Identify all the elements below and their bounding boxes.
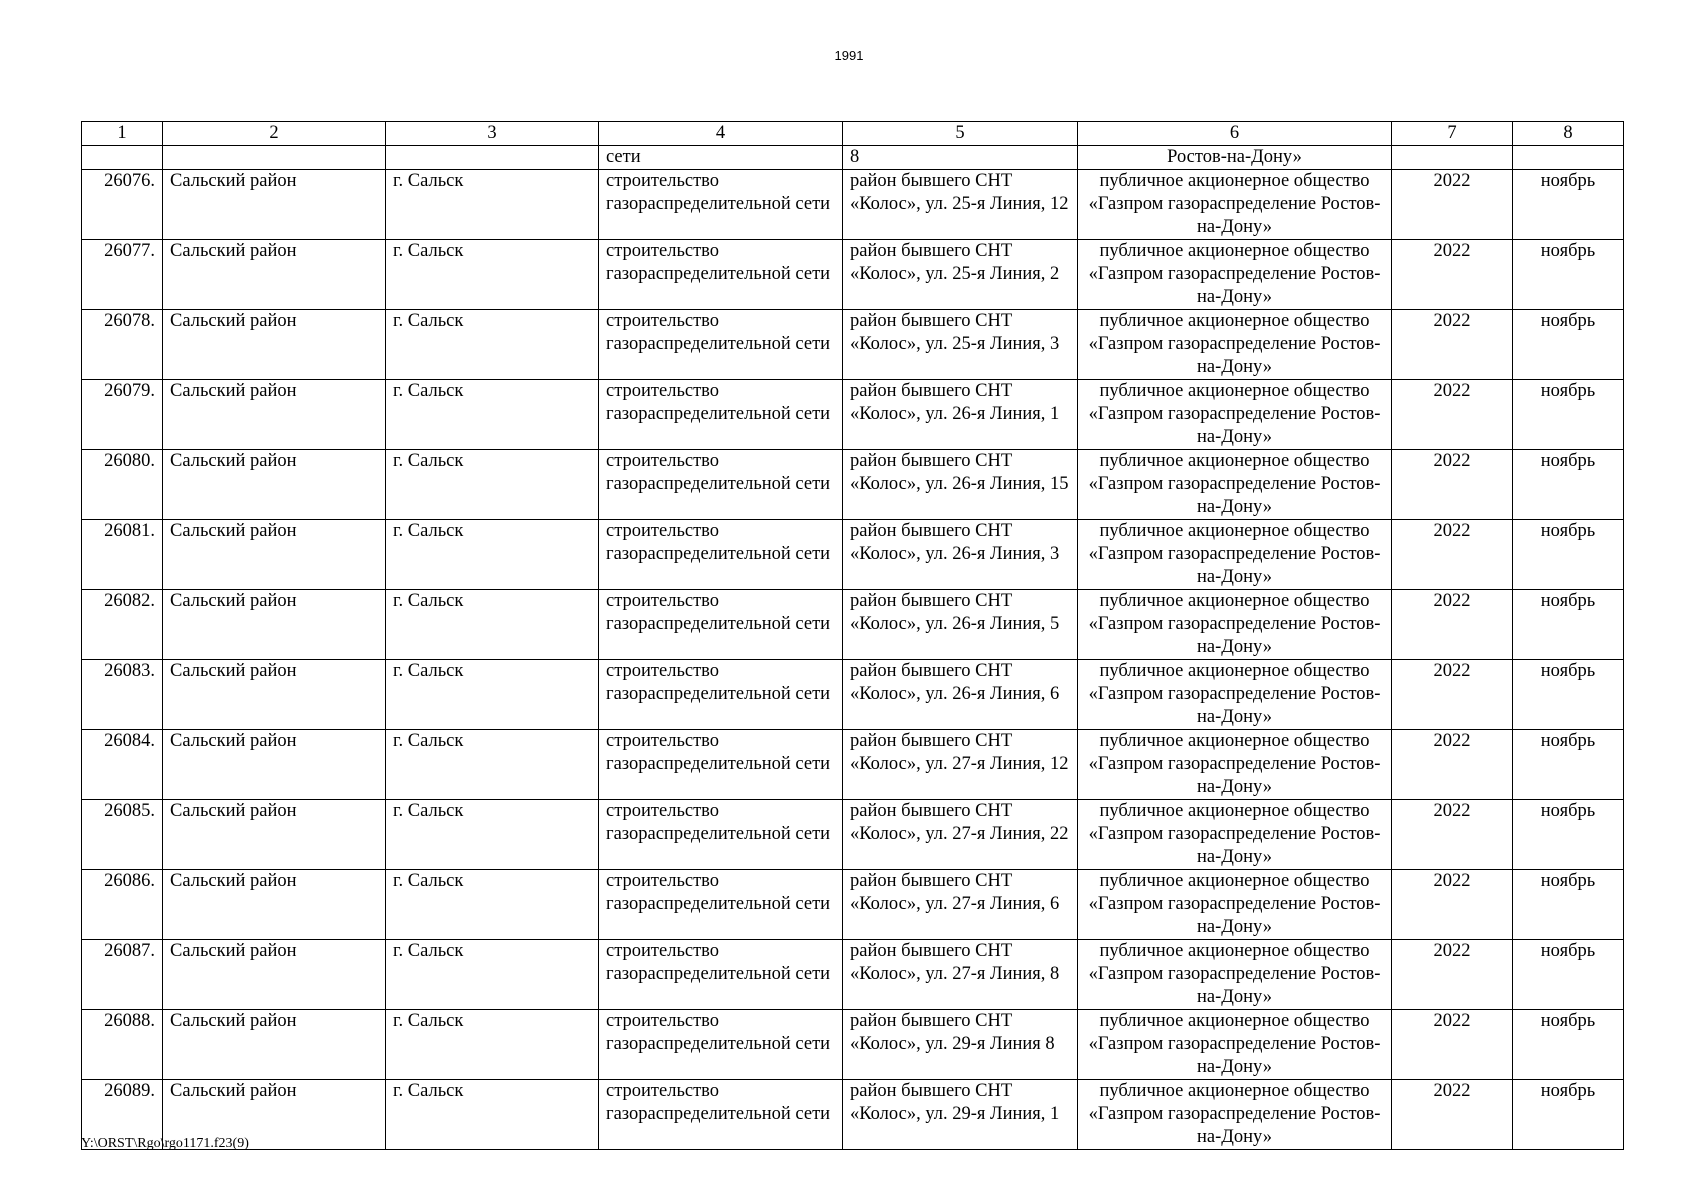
month-cell: ноябрь (1513, 310, 1624, 380)
address-cell: район бывшего СНТ «Колос», ул. 26-я Линия, 5 (843, 590, 1078, 660)
year-cell: 2022 (1392, 870, 1513, 940)
locality-cell: г. Сальск (386, 660, 599, 730)
address-cell: район бывшего СНТ «Колос», ул. 29-я Линия, 1 (843, 1080, 1078, 1150)
month-cell: ноябрь (1513, 520, 1624, 590)
address-cell: район бывшего СНТ «Колос», ул. 29-я Линия 8 (843, 1010, 1078, 1080)
organization-cell: публичное акционерное общество «Газпром газораспределение Ростов-на-Дону» (1078, 590, 1392, 660)
row-number-cell: 26083. (82, 660, 163, 730)
address-cell: район бывшего СНТ «Колос», ул. 27-я Линия, 6 (843, 870, 1078, 940)
year-cell: 2022 (1392, 660, 1513, 730)
work-type-cell: строительство газораспределительной сети (599, 170, 843, 240)
year-cell: 2022 (1392, 800, 1513, 870)
address-cell: район бывшего СНТ «Колос», ул. 26-я Линия, 1 (843, 380, 1078, 450)
page-number: 1991 (834, 48, 864, 63)
district-cell: Сальский район (163, 870, 386, 940)
year-cell: 2022 (1392, 730, 1513, 800)
month-cell: ноябрь (1513, 800, 1624, 870)
work-type-cell: строительство газораспределительной сети (599, 660, 843, 730)
organization-cell: публичное акционерное общество «Газпром газораспределение Ростов-на-Дону» (1078, 660, 1392, 730)
district-cell: Сальский район (163, 590, 386, 660)
district-cell: Сальский район (163, 660, 386, 730)
row-number-cell: 26088. (82, 1010, 163, 1080)
work-type-cell: строительство газораспределительной сети (599, 240, 843, 310)
row-number-cell: 26089. (82, 1080, 163, 1150)
registry-table (81, 121, 1624, 1150)
organization-cell: публичное акционерное общество «Газпром газораспределение Ростов-на-Дону» (1078, 520, 1392, 590)
table-cell: Ростов-на-Дону» (1078, 146, 1392, 170)
month-cell: ноябрь (1513, 1010, 1624, 1080)
district-cell: Сальский район (163, 450, 386, 520)
table-row (82, 380, 1624, 450)
table-row (82, 1010, 1624, 1080)
address-cell: район бывшего СНТ «Колос», ул. 25-я Линия, 3 (843, 310, 1078, 380)
address-cell: район бывшего СНТ «Колос», ул. 26-я Линия, 3 (843, 520, 1078, 590)
work-type-cell: строительство газораспределительной сети (599, 590, 843, 660)
table-row (82, 660, 1624, 730)
year-cell: 2022 (1392, 450, 1513, 520)
locality-cell: г. Сальск (386, 520, 599, 590)
district-cell: Сальский район (163, 800, 386, 870)
table-cell: сети (599, 146, 843, 170)
year-cell: 2022 (1392, 1080, 1513, 1150)
column-header: 2 (163, 122, 386, 146)
month-cell: ноябрь (1513, 1080, 1624, 1150)
table-row (82, 240, 1624, 310)
locality-cell: г. Сальск (386, 450, 599, 520)
row-number-cell: 26079. (82, 380, 163, 450)
work-type-cell: строительство газораспределительной сети (599, 800, 843, 870)
year-cell: 2022 (1392, 590, 1513, 660)
locality-cell: г. Сальск (386, 1080, 599, 1150)
column-header: 6 (1078, 122, 1392, 146)
year-cell: 2022 (1392, 520, 1513, 590)
locality-cell: г. Сальск (386, 240, 599, 310)
work-type-cell: строительство газораспределительной сети (599, 520, 843, 590)
month-cell: ноябрь (1513, 590, 1624, 660)
row-number-cell: 26087. (82, 940, 163, 1010)
column-header: 3 (386, 122, 599, 146)
column-header: 1 (82, 122, 163, 146)
row-number-cell: 26086. (82, 870, 163, 940)
table-row (82, 940, 1624, 1010)
locality-cell: г. Сальск (386, 170, 599, 240)
table-row (82, 450, 1624, 520)
table-row (82, 800, 1624, 870)
organization-cell: публичное акционерное общество «Газпром газораспределение Ростов-на-Дону» (1078, 1080, 1392, 1150)
work-type-cell: строительство газораспределительной сети (599, 310, 843, 380)
address-cell: район бывшего СНТ «Колос», ул. 26-я Линия, 15 (843, 450, 1078, 520)
row-number-cell: 26082. (82, 590, 163, 660)
row-number-cell: 26085. (82, 800, 163, 870)
table-row (82, 310, 1624, 380)
table-row (82, 730, 1624, 800)
organization-cell: публичное акционерное общество «Газпром газораспределение Ростов-на-Дону» (1078, 1010, 1392, 1080)
month-cell: ноябрь (1513, 870, 1624, 940)
month-cell: ноябрь (1513, 450, 1624, 520)
month-cell: ноябрь (1513, 660, 1624, 730)
column-header: 7 (1392, 122, 1513, 146)
row-number-cell: 26080. (82, 450, 163, 520)
work-type-cell: строительство газораспределительной сети (599, 1010, 843, 1080)
district-cell: Сальский район (163, 240, 386, 310)
year-cell: 2022 (1392, 310, 1513, 380)
month-cell: ноябрь (1513, 940, 1624, 1010)
locality-cell: г. Сальск (386, 590, 599, 660)
locality-cell: г. Сальск (386, 800, 599, 870)
organization-cell: публичное акционерное общество «Газпром газораспределение Ростов-на-Дону» (1078, 170, 1392, 240)
work-type-cell: строительство газораспределительной сети (599, 450, 843, 520)
row-number-cell: 26077. (82, 240, 163, 310)
work-type-cell: строительство газораспределительной сети (599, 870, 843, 940)
row-number-cell: 26084. (82, 730, 163, 800)
row-number-cell: 26076. (82, 170, 163, 240)
month-cell: ноябрь (1513, 170, 1624, 240)
work-type-cell: строительство газораспределительной сети (599, 940, 843, 1010)
address-cell: район бывшего СНТ «Колос», ул. 25-я Линия, 2 (843, 240, 1078, 310)
table-row (82, 1080, 1624, 1150)
district-cell: Сальский район (163, 1010, 386, 1080)
organization-cell: публичное акционерное общество «Газпром газораспределение Ростов-на-Дону» (1078, 870, 1392, 940)
table-row (82, 590, 1624, 660)
table-cell (386, 146, 599, 170)
locality-cell: г. Сальск (386, 870, 599, 940)
work-type-cell: строительство газораспределительной сети (599, 1080, 843, 1150)
district-cell: Сальский район (163, 380, 386, 450)
district-cell: Сальский район (163, 940, 386, 1010)
column-header: 4 (599, 122, 843, 146)
column-header: 8 (1513, 122, 1624, 146)
work-type-cell: строительство газораспределительной сети (599, 730, 843, 800)
continuation-row (82, 146, 1624, 170)
locality-cell: г. Сальск (386, 730, 599, 800)
address-cell: район бывшего СНТ «Колос», ул. 25-я Линия, 12 (843, 170, 1078, 240)
table-row (82, 520, 1624, 590)
year-cell: 2022 (1392, 940, 1513, 1010)
address-cell: район бывшего СНТ «Колос», ул. 26-я Линия, 6 (843, 660, 1078, 730)
month-cell: ноябрь (1513, 240, 1624, 310)
organization-cell: публичное акционерное общество «Газпром газораспределение Ростов-на-Дону» (1078, 940, 1392, 1010)
organization-cell: публичное акционерное общество «Газпром газораспределение Ростов-на-Дону» (1078, 310, 1392, 380)
organization-cell: публичное акционерное общество «Газпром газораспределение Ростов-на-Дону» (1078, 730, 1392, 800)
organization-cell: публичное акционерное общество «Газпром газораспределение Ростов-на-Дону» (1078, 380, 1392, 450)
row-number-cell: 26081. (82, 520, 163, 590)
district-cell: Сальский район (163, 170, 386, 240)
year-cell: 2022 (1392, 1010, 1513, 1080)
locality-cell: г. Сальск (386, 1010, 599, 1080)
month-cell: ноябрь (1513, 380, 1624, 450)
year-cell: 2022 (1392, 380, 1513, 450)
row-number-cell: 26078. (82, 310, 163, 380)
district-cell: Сальский район (163, 1080, 386, 1150)
column-number-row (82, 122, 1624, 146)
address-cell: район бывшего СНТ «Колос», ул. 27-я Линия, 12 (843, 730, 1078, 800)
address-cell: район бывшего СНТ «Колос», ул. 27-я Линия, 8 (843, 940, 1078, 1010)
column-header: 5 (843, 122, 1078, 146)
locality-cell: г. Сальск (386, 310, 599, 380)
district-cell: Сальский район (163, 310, 386, 380)
table-cell: 8 (843, 146, 1078, 170)
address-cell: район бывшего СНТ «Колос», ул. 27-я Линия, 22 (843, 800, 1078, 870)
table-cell (1392, 146, 1513, 170)
table-cell (82, 146, 163, 170)
table-row (82, 170, 1624, 240)
district-cell: Сальский район (163, 520, 386, 590)
table-row (82, 870, 1624, 940)
table-cell (163, 146, 386, 170)
work-type-cell: строительство газораспределительной сети (599, 380, 843, 450)
table-cell (1513, 146, 1624, 170)
district-cell: Сальский район (163, 730, 386, 800)
year-cell: 2022 (1392, 240, 1513, 310)
file-path-footer: Y:\ORST\Rgo\rgo1171.f23(9) (81, 1136, 249, 1151)
year-cell: 2022 (1392, 170, 1513, 240)
locality-cell: г. Сальск (386, 380, 599, 450)
month-cell: ноябрь (1513, 730, 1624, 800)
organization-cell: публичное акционерное общество «Газпром газораспределение Ростов-на-Дону» (1078, 240, 1392, 310)
organization-cell: публичное акционерное общество «Газпром газораспределение Ростов-на-Дону» (1078, 450, 1392, 520)
organization-cell: публичное акционерное общество «Газпром газораспределение Ростов-на-Дону» (1078, 800, 1392, 870)
locality-cell: г. Сальск (386, 940, 599, 1010)
